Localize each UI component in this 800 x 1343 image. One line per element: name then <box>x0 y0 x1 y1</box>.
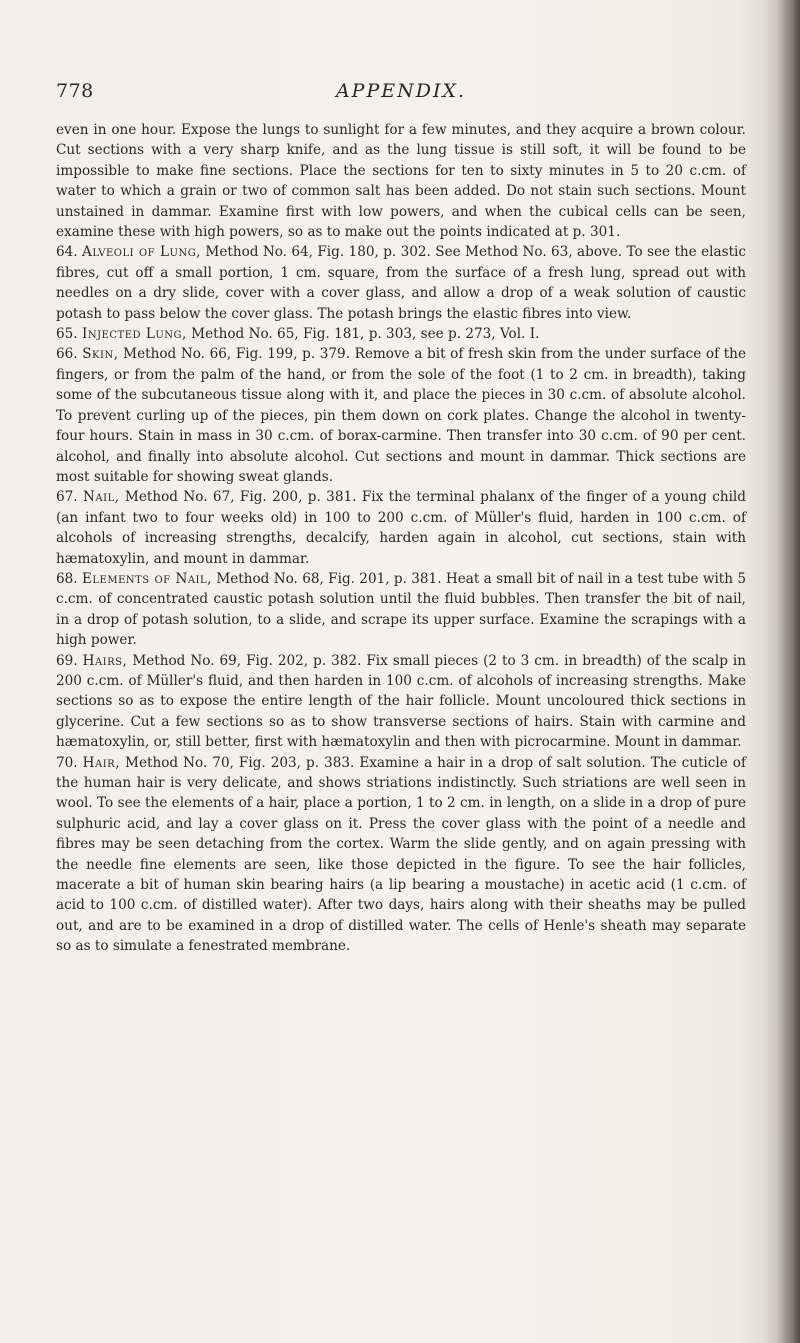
entry-text: Method No. 70, Fig. 203, p. 383. Examine a hair in a drop of salt solution. The cuticle of the human hair is very delicate, and shows striations indistinctly. Such striations are well seen in wool. To see the elements of a hair, place a portion, 1 to 2 cm. in length, on a slide in a drop of pure sulphuric acid, and lay a cover glass on it. Press the cover glass with the point of a needle and fibres may be seen detaching from the cortex. Warm the slide gently, and on again pressing with the needle fine elements are seen, like those depicted in the figure. To see the hair follicles, macerate a bit of human skin bearing hairs (a lip bearing a moustache) in acetic acid (1 c.cm. of acid to 100 c.cm. of distilled water). After two days, hairs along with their sheaths may be pulled out, and are to be examined in a drop of distilled water. The cells of Henle's sheath may separate so as to simulate a fenestrated membrane. <box>56 754 746 955</box>
page-binding-shadow <box>762 0 800 1343</box>
entry-number: 69. <box>56 652 78 669</box>
entry-number: 68. <box>56 570 78 587</box>
paragraph-text: even in one hour. Expose the lungs to sunlight for a few minutes, and they acquire a brown colour. Cut sections with a very sharp knife, and as the lung tissue is still soft, it will be found to be impossible to make fine sections. Place the sections for ten to sixty minutes in 5 to 20 c.cm. of water to which a grain or two of common salt has been added. Do not stain such sections. Mount unstained in dammar. Examine first with low powers, and when the cubical cells can be seen, examine these with high powers, so as to make out the points indicated at p. 301. <box>56 122 746 241</box>
method-entry-67 <box>56 487 746 569</box>
entry-heading: Injected Lung, <box>81 326 187 343</box>
body-text <box>56 120 746 957</box>
entry-text: Method No. 64, Fig. 180, p. 302. See Method No. 63, above. To see the elastic fibres, cut off a small portion, 1 cm. square, from the surface of a fresh lung, spread out with needles on a dry slide, cover with a cover glass, and allow a drop of a weak solution of caustic potash to pass below the cover glass. The potash brings the elastic fibres into view. <box>56 244 746 322</box>
method-entry-65 <box>56 324 746 344</box>
entry-heading: Alveoli of Lung, <box>82 244 202 261</box>
method-entry-64 <box>56 242 746 324</box>
entry-number: 64. <box>56 244 78 261</box>
method-entry-66 <box>56 344 746 487</box>
method-entry-68 <box>56 569 746 651</box>
entry-heading: Skin, <box>82 346 119 363</box>
paragraph-continuation <box>56 120 746 242</box>
entry-number: 67. <box>56 489 78 506</box>
method-entry-70 <box>56 753 746 957</box>
page-header <box>56 80 746 110</box>
method-entry-69 <box>56 651 746 753</box>
entry-number: 65. <box>56 326 78 343</box>
entry-number: 70. <box>56 754 78 771</box>
entry-text: Method No. 65, Fig. 181, p. 303, see p. 273, Vol. I. <box>186 326 540 343</box>
entry-number: 66. <box>56 346 78 363</box>
entry-heading: Nail, <box>83 489 120 506</box>
entry-text: Method No. 69, Fig. 202, p. 382. Fix small pieces (2 to 3 cm. in breadth) of the scalp in 200 c.cm. of Müller's fluid, and then harden in 100 c.cm. of alcohols of increasing strengths. Make sections so as to expose the entire length of the hair follicle. Mount uncoloured thick sections in glycerine. Cut a few sections so as to show transverse sections of hairs. Stain with carmine and hæmatoxylin, or, still better, first with hæmatoxylin and then with picrocarmine. Mount in dammar. <box>56 652 746 751</box>
entry-heading: Elements of Nail, <box>81 570 212 587</box>
entry-text: Method No. 68, Fig. 201, p. 381. Heat a small bit of nail in a test tube with 5 c.cm. of concentrated caustic potash solution until the fluid bubbles. Then transfer the bit of nail, in a drop of potash solution, to a slide, and scrape its upper surface. Examine the scrapings with a high power. <box>56 570 747 649</box>
running-title: APPENDIX. <box>335 80 467 102</box>
entry-heading: Hair, <box>82 754 121 771</box>
page-number: 778 <box>56 80 94 102</box>
entry-text: Method No. 66, Fig. 199, p. 379. Remove a bit of fresh skin from the under surface of the fingers, or from the palm of the hand, or from the sole of the foot (1 to 2 cm. in breadth), taking some of the subcutaneous tissue along with it, and place the pieces in 30 c.cm. of absolute alcohol. To prevent curling up of the pieces, pin them down on cork plates. Change the alcohol in twenty-four hours. Stain in mass in 30 c.cm. of borax-carmine. Then transfer into 30 c.cm. of 90 per cent. alcohol, and finally into absolute alcohol. Cut sections and mount in dammar. Thick sections are most suitable for showing sweat glands. <box>56 346 746 485</box>
entry-heading: Hairs, <box>82 652 128 669</box>
entry-text: Method No. 67, Fig. 200, p. 381. Fix the terminal phalanx of the finger of a young child (an infant two to four weeks old) in 100 to 200 c.cm. of Müller's fluid, harden in 100 c.cm. of alcohols of increasing strengths, decalcify, harden again in alcohol, cut sections, stain with hæmatoxylin, and mount in dammar. <box>56 489 746 567</box>
